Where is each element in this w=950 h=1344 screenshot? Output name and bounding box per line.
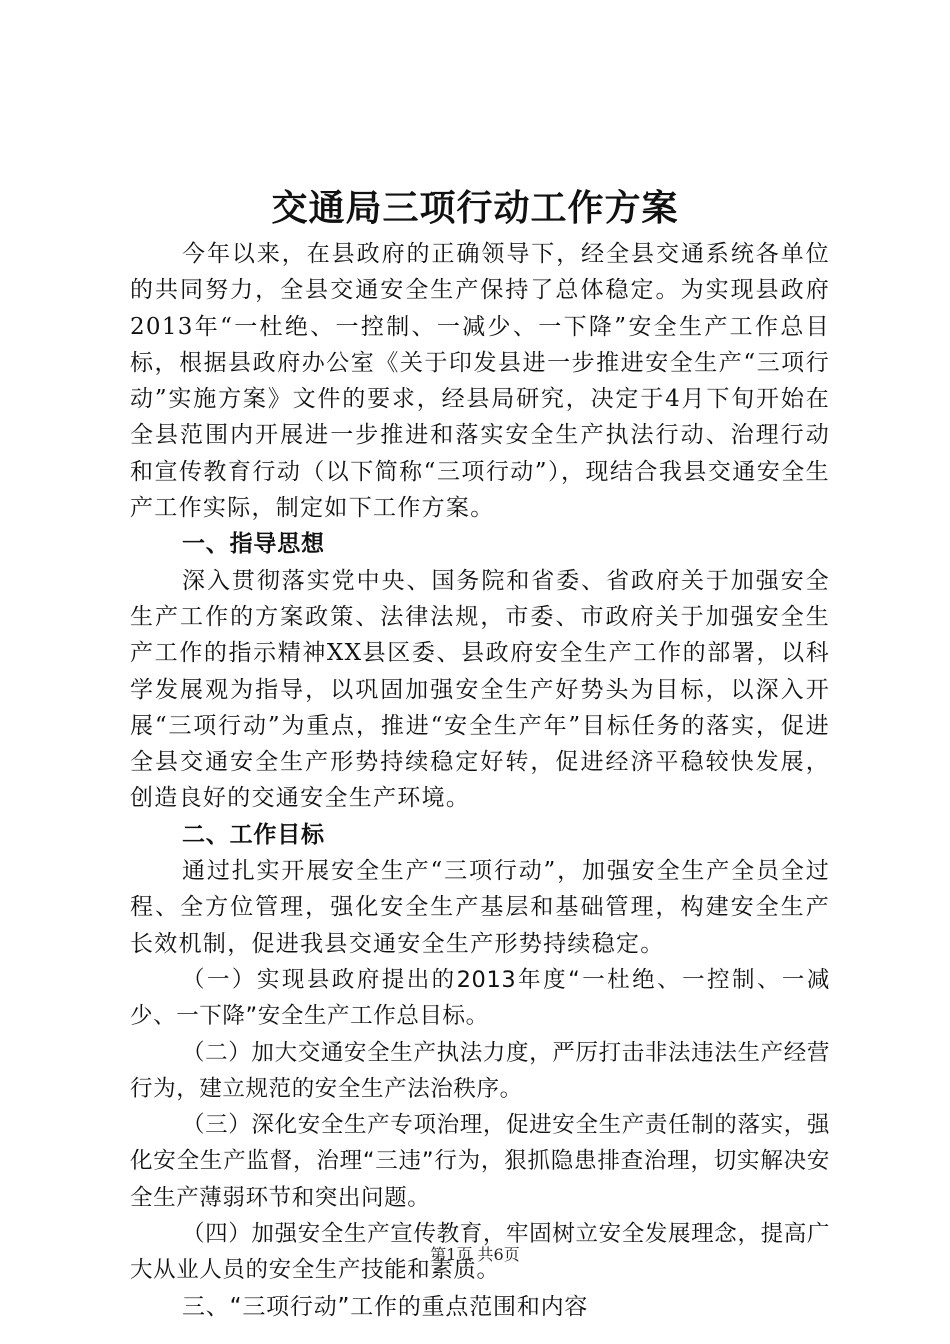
section-heading-work-goals: 二、工作目标 <box>182 821 325 848</box>
section-heading-scope-content: 三、“三项行动”工作的重点范围和内容 <box>182 1293 589 1320</box>
goal-item: （二）加大交通安全生产执法力度，严厉打击非法违法生产经营行为，建立规范的安全生产法治秩序。 <box>130 1039 830 1102</box>
work-goals-paragraph: 通过扎实开展安全生产“三项行动”，加强安全生产全员全过程、全方位管理，强化安全生产基层和基础管理，构建安全生产长效机制，促进我县交通安全生产形势持续稳定。 <box>130 858 830 957</box>
intro-paragraph: 今年以来，在县政府的正确领导下，经全县交通系统各单位的共同努力，全县交通安全生产保持了总体稳定。为实现县政府2013年“一杜绝、一控制、一减少、一下降”安全生产工作总目标，根据县政府办公室《关于印发县进一步推进安全生产“三项行动”实施方案》文件的要求，经县局研究，决定于4月下旬开始在全县范围内开展进一步推进和落实安全生产执法行动、治理行动和宣传教育行动（以下简称“三项行动”），现结合我县交通安全生产工作实际，制定如下工作方案。 <box>130 241 830 522</box>
document-title: 交通局三项行动工作方案 <box>271 187 679 229</box>
page-number: 第1页 共6页 <box>430 1245 520 1264</box>
document-body <box>130 236 830 1325</box>
goal-item: （四）加强安全生产宣传教育，牢固树立安全发展理念，提高广大从业人员的安全生产技能和素质。 <box>130 1221 830 1284</box>
guiding-ideology-paragraph: 深入贯彻落实党中央、国务院和省委、省政府关于加强安全生产工作的方案政策、法律法规，市委、市政府关于加强安全生产工作的指示精神XX县区委、县政府安全生产工作的部署，以科学发展观为指导，以巩固加强安全生产好势头为目标，以深入开展“三项行动”为重点，推进“安全生产年”目标任务的落实，促进全县交通安全生产形势持续稳定好转，促进经济平稳较快发展，创造良好的交通安全生产环境。 <box>130 567 830 812</box>
goal-item: （三）深化安全生产专项治理，促进安全生产责任制的落实，强化安全生产监督，治理“三违”行为，狠抓隐患排查治理，切实解决安全生产薄弱环节和突出问题。 <box>130 1112 830 1211</box>
section-heading-guiding-ideology: 一、指导思想 <box>182 531 325 558</box>
goal-item: （一）实现县政府提出的2013年度“一杜绝、一控制、一减少、一下降”安全生产工作总目标。 <box>130 966 830 1030</box>
